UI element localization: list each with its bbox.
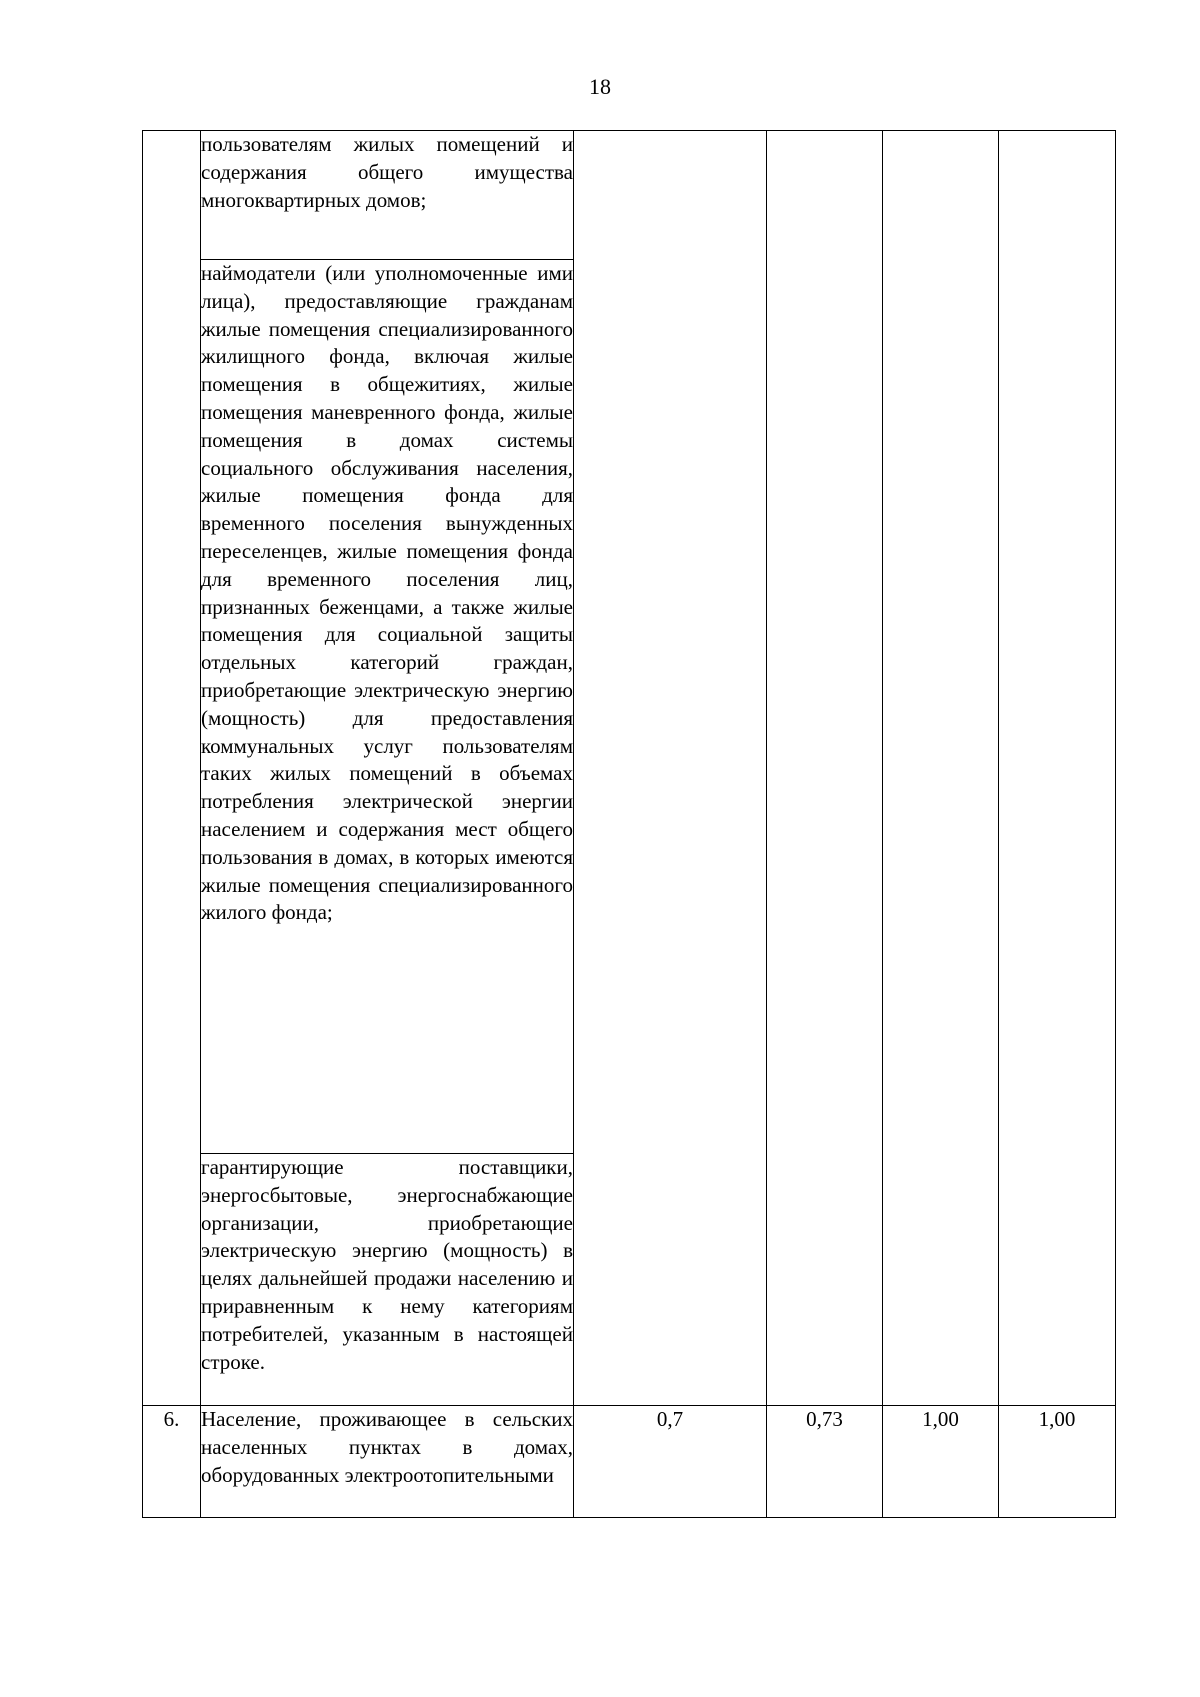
value-cell-1 [574,131,767,1406]
value-cell-2 [767,131,883,1406]
value-cell-4: 1,00 [999,1406,1116,1518]
description-text: гарантирующие поставщики, энергосбытовые, энергоснабжающие организации, приобретающие электрическую энергию (мощность) в целях дальнейшей продажи населению и приравненным к нему категориям потребителей, указанным в настоящей строке. [201,1155,573,1374]
table-row [143,131,1116,260]
table-row [143,1406,1116,1518]
page-number: 18 [589,74,611,99]
description-text: пользователям жилых помещений и содержания общего имущества многоквартирных домов; [201,132,573,212]
tariff-coefficients-table [142,130,1116,1518]
description-cell [201,1406,574,1518]
description-cell [201,1154,574,1406]
description-cell [201,131,574,260]
value-cell-3: 1,00 [883,1406,999,1518]
value-cell-4 [999,131,1116,1406]
row-number-cell: 6. [143,1406,201,1518]
description-cell [201,260,574,1154]
value-cell-2: 0,73 [767,1406,883,1518]
description-text: наймодатели (или уполномоченные ими лица), предоставляющие гражданам жилые помещения специализированного жилищного фонда, включая жилые помещения в общежитиях, жилые помещения маневренного фонда, жилые помещения в домах системы социального обслуживания населения, жилые помещения фонда для временного поселения вынужденных переселенцев, жилые помещения фонда для временного поселения лиц, признанных беженцами, а также жилые помещения для социальной защиты отдельных категорий граждан, приобретающие электрическую энергию (мощность) для предоставления коммунальных услуг пользователям таких жилых помещений в объемах потребления электрической энергии населением и содержания мест общего пользования в домах, в которых имеются жилые помещения специализированного жилого фонда; [201,261,573,925]
value-cell-3 [883,131,999,1406]
value-cell-1: 0,7 [574,1406,767,1518]
description-text: Население, проживающее в сельских населенных пунктах в домах, оборудованных электроотопительными [201,1407,573,1487]
row-number-cell [143,131,201,1406]
